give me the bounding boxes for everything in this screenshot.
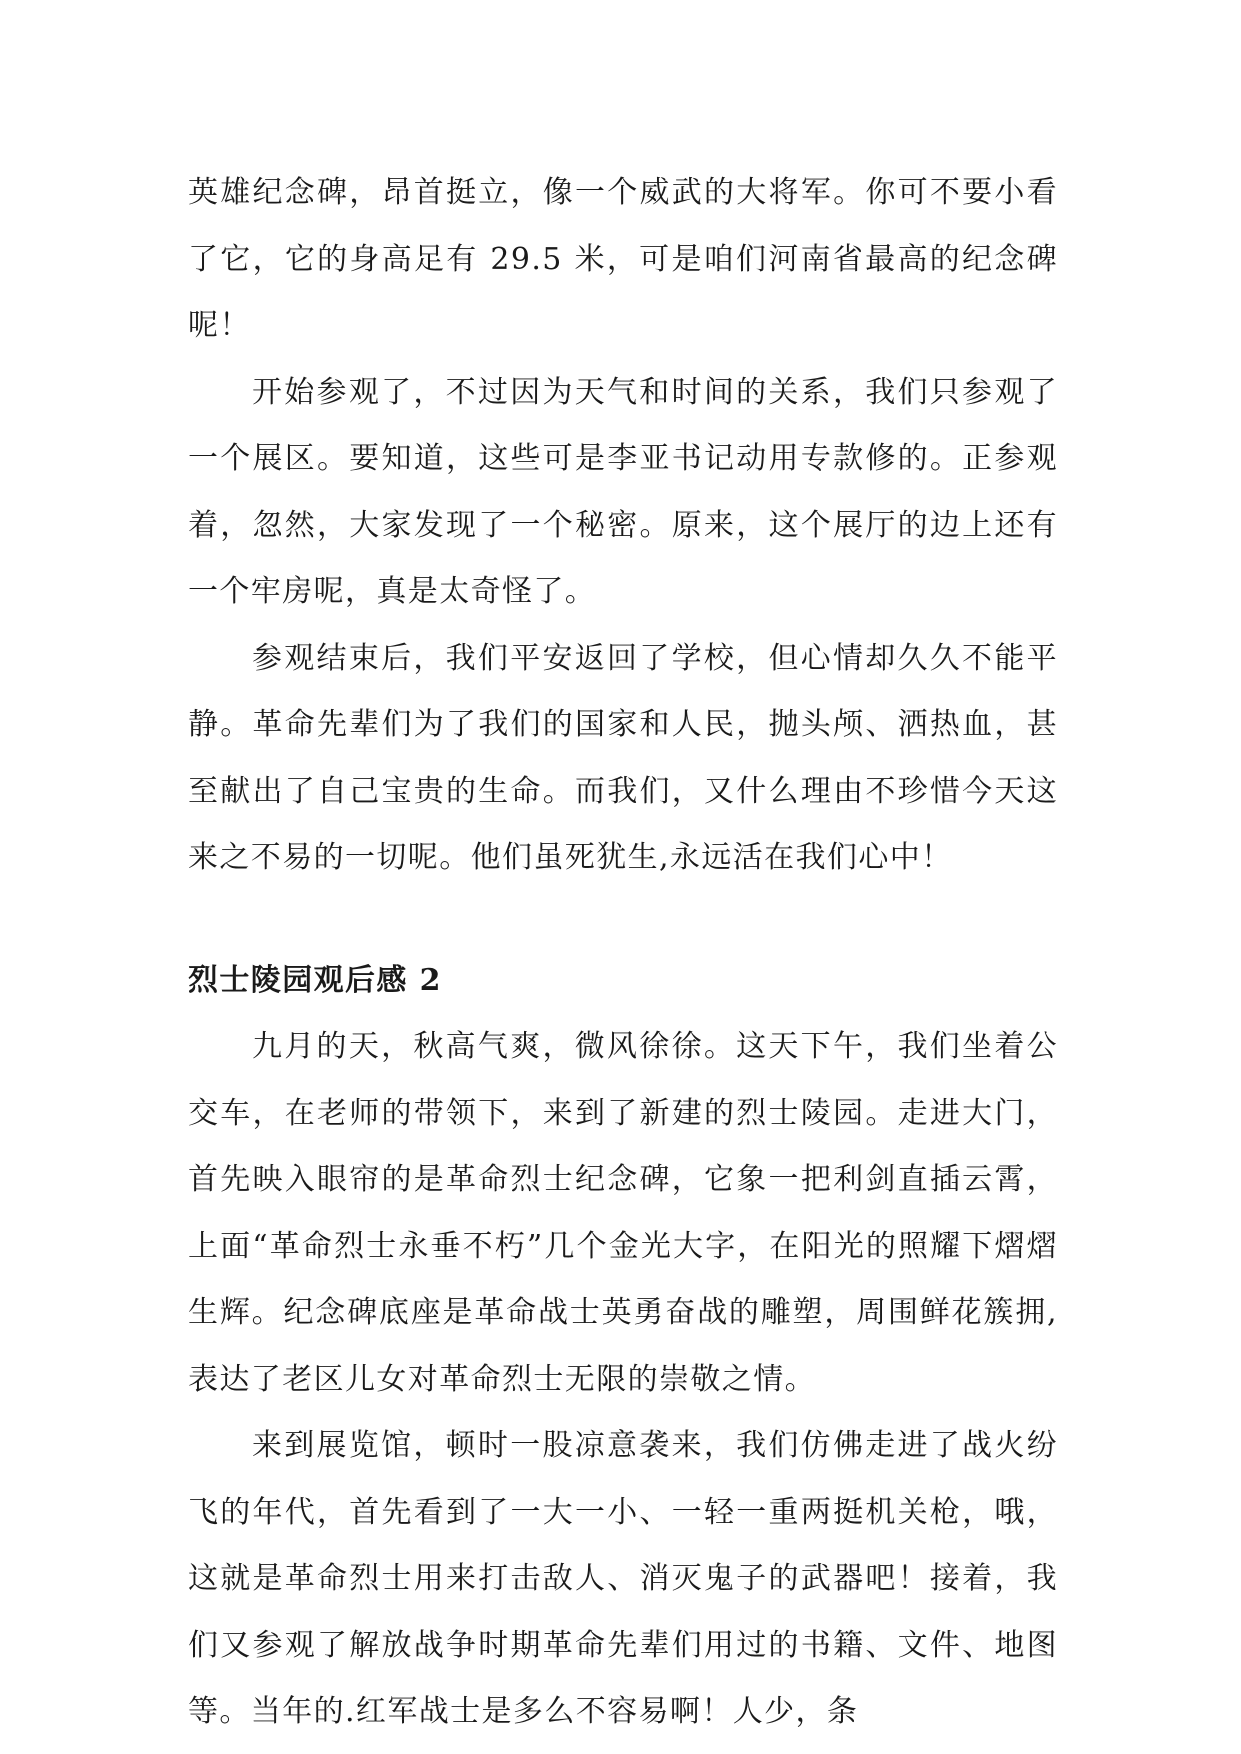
paragraph-september-visit: 九月的天，秋高气爽，微风徐徐。这天下午，我们坐着公交车，在老师的带领下，来到了新建的烈士陵园。走进大门，首先映入眼帘的是革命烈士纪念碑，它象一把利剑直插云霄，上面“革命烈士永垂不朽”几个金光大字，在阳光的照耀下熠熠生辉。纪念碑底座是革命战士英勇奋战的雕塑，周围鲜花簇拥,表达了老区儿女对革命烈士无限的崇敬之情。 (188, 1029, 1058, 1397)
section-title: 烈士陵园观后感 2 (188, 962, 442, 998)
paragraph-visit-start: 开始参观了，不过因为天气和时间的关系，我们只参观了一个展区。要知道，这些可是李亚书记动用专款修的。正参观着，忽然，大家发现了一个秘密。原来，这个展厅的边上还有一个牢房呢，真是太奇怪了。 (188, 374, 1058, 609)
paragraph-visit-end: 参观结束后，我们平安返回了学校，但心情却久久不能平静。革命先辈们为了我们的国家和人民，抛头颅、洒热血，甚至献出了自己宝贵的生命。而我们，又什么理由不珍惜今天这来之不易的一切呢。他们虽死犹生,永远活在我们心中！ (188, 640, 1058, 875)
document-page (188, 160, 1058, 1746)
paragraph-exhibition-hall: 来到展览馆，顿时一股凉意袭来，我们仿佛走进了战火纷飞的年代，首先看到了一大一小、一轻一重两挺机关枪，哦，这就是革命烈士用来打击敌人、消灭鬼子的武器吧！接着，我们又参观了解放战争时期革命先辈们用过的书籍、文件、地图等。当年的.红军战士是多么不容易啊！人少，条 (188, 1428, 1058, 1729)
paragraph-continuation: 英雄纪念碑，昂首挺立，像一个威武的大将军。你可不要小看了它，它的身高足有 29.5 米，可是咱们河南省最高的纪念碑呢！ (188, 175, 1058, 343)
